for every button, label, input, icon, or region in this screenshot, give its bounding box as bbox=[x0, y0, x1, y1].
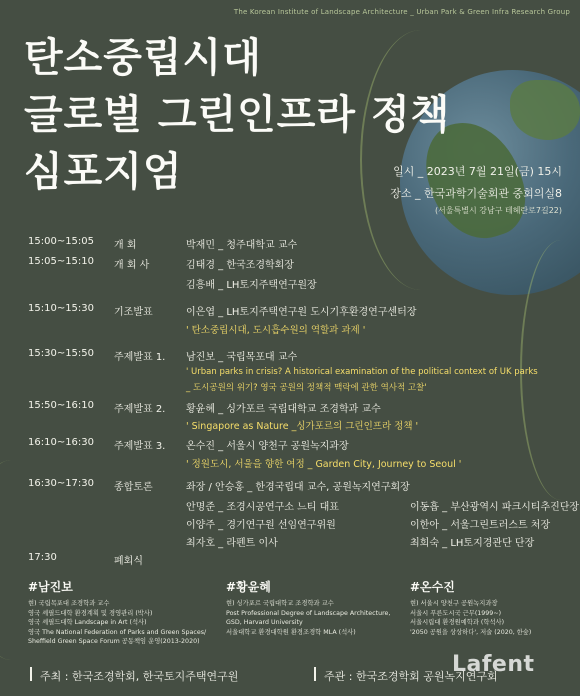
talk-title: ' 정원도시, 서울을 향한 여정 _ Garden City, Journey to Seoul ' bbox=[186, 459, 462, 470]
schedule-label: 개 회 사 bbox=[114, 260, 150, 271]
divider bbox=[314, 667, 316, 681]
speaker-name: #남진보 bbox=[28, 580, 73, 594]
schedule-label: 개 회 bbox=[114, 240, 137, 251]
bio-line: 현) 국립목포대 조경학과 교수 bbox=[28, 600, 110, 607]
discussion-panelist: 최희숙 _ LH토지경관단 단장 bbox=[410, 538, 535, 549]
discussion-chair: 좌장 / 안승홍 _ 한경국립대 교수, 공원녹지연구회장 bbox=[186, 482, 410, 493]
bio-line: GSD, Harvard University bbox=[226, 619, 303, 626]
event-date: 일시 _ 2023년 7월 21일(금) 15시 bbox=[393, 165, 562, 178]
speaker-name: #온수진 bbox=[410, 580, 455, 594]
page-title bbox=[24, 30, 450, 201]
event-address: (서울특별시 강남구 테헤란로7길22) bbox=[434, 206, 562, 215]
bio-line: 현) 서울시 양천구 공원녹지과장 bbox=[410, 600, 498, 607]
schedule-time: 15:05~15:10 bbox=[28, 256, 95, 267]
event-info bbox=[390, 163, 562, 216]
divider bbox=[30, 667, 32, 681]
discussion-panelist: 이양주 _ 경기연구원 선임연구위원 bbox=[186, 520, 336, 531]
schedule-body: 이은엽 _ LH토지주택연구원 도시기후환경연구센터장 bbox=[186, 307, 417, 318]
bio-line: 영국 셰필드대학 환경계획 및 경영관리 (박사) bbox=[28, 609, 153, 617]
schedule-time: 15:50~16:10 bbox=[28, 400, 95, 411]
schedule-body: 김흥배 _ LH토지주택연구원장 bbox=[186, 280, 317, 291]
schedule-body: 박재민 _ 청주대학교 교수 bbox=[186, 240, 298, 251]
speaker-bio bbox=[410, 578, 531, 637]
speaker-bio bbox=[28, 578, 206, 647]
schedule-label: 주제발표 1. bbox=[114, 352, 166, 363]
discussion-panelist: 이동흡 _ 부산광역시 파크시티추진단장 bbox=[410, 502, 580, 513]
schedule-time: 16:30~17:30 bbox=[28, 478, 95, 489]
talk-title: ' 탄소중립시대, 도시흡수원의 역할과 과제 ' bbox=[186, 325, 366, 336]
discussion-panelist: 이한아 _ 서울그린트러스트 처장 bbox=[410, 520, 551, 531]
schedule-body: 황윤혜 _ 싱가포르 국립대학교 조경학과 교수 bbox=[186, 404, 381, 415]
schedule-body: 온수진 _ 서울시 양천구 공원녹지과장 bbox=[186, 441, 349, 452]
schedule-label: 기조발표 bbox=[114, 307, 153, 318]
talk-title: ' Singapore as Nature _싱가포르의 그린인프라 정책 ' bbox=[186, 421, 419, 432]
bio-line: 현) 싱가포르 국립대학교 조경학과 교수 bbox=[226, 600, 334, 607]
talk-title: ' Urban parks in crisis? A historical examination of the political context of UK parks bbox=[186, 367, 538, 377]
speaker-bio bbox=[226, 578, 390, 637]
schedule-time: 15:30~15:50 bbox=[28, 348, 95, 359]
schedule-body: 김태경 _ 한국조경학회장 bbox=[186, 260, 294, 271]
bio-line: 영국 셰필드대학 Landscape in Art (석사) bbox=[28, 619, 147, 626]
discussion-panelist: 최자호 _ 라펜트 이사 bbox=[186, 538, 278, 549]
schedule-label: 주제발표 2. bbox=[114, 404, 166, 415]
schedule-time: 15:00~15:05 bbox=[28, 236, 95, 247]
bio-line: Sheffield Green Space Forum 공동책임 운영(2013-2020) bbox=[28, 638, 200, 645]
schedule-time: 16:10~16:30 bbox=[28, 437, 95, 448]
title-line: 글로벌 그린인프라 정책 bbox=[24, 92, 451, 138]
lafent-watermark: Lafent bbox=[452, 652, 535, 677]
talk-title: _ 도시공원의 위기? 영국 공원의 정책적 맥락에 관한 역사적 고찰' bbox=[186, 383, 427, 393]
bio-line: '2050 공원을 상상하다', 저술 (2020, 한숲) bbox=[410, 628, 532, 636]
schedule-label: 폐회식 bbox=[114, 556, 143, 567]
organizer-info: 주관 : 한국조경학회 공원녹지연구회 bbox=[324, 670, 498, 683]
schedule-label: 주제발표 3. bbox=[114, 441, 166, 452]
discussion-panelist: 안명준 _ 조경시공연구소 느티 대표 bbox=[186, 502, 339, 513]
host-info: 주최 : 한국조경학회, 한국토지주택연구원 bbox=[40, 670, 239, 683]
event-venue: 장소 _ 한국과학기술회관 중회의실8 bbox=[390, 187, 562, 200]
bio-line: 서울시 푸른도시국 근무(1999~) bbox=[410, 609, 502, 617]
organizer-group: The Korean Institute of Landscape Architecture _ Urban Park & Green Infra Research Group bbox=[233, 8, 570, 16]
title-line: 탄소중립시대 bbox=[24, 35, 262, 81]
schedule-time: 17:30 bbox=[28, 552, 57, 563]
bio-line: Post Professional Degree of Landscape Architecture, bbox=[226, 609, 391, 617]
title-line: 심포지엄 bbox=[24, 149, 183, 195]
bio-line: 서울시립대 환경원예학과 (학석사) bbox=[410, 619, 505, 626]
schedule-label: 종합토론 bbox=[114, 482, 153, 493]
schedule-body: 남진보 _ 국립목포대 교수 bbox=[186, 352, 298, 363]
bio-line: 영국 The National Federation of Parks and Green Spaces/ bbox=[28, 628, 207, 636]
bio-line: 서울대학교 환경대학원 환경조경학 MLA (석사) bbox=[226, 628, 356, 636]
schedule-time: 15:10~15:30 bbox=[28, 303, 95, 314]
speaker-name: #황윤혜 bbox=[226, 580, 271, 594]
